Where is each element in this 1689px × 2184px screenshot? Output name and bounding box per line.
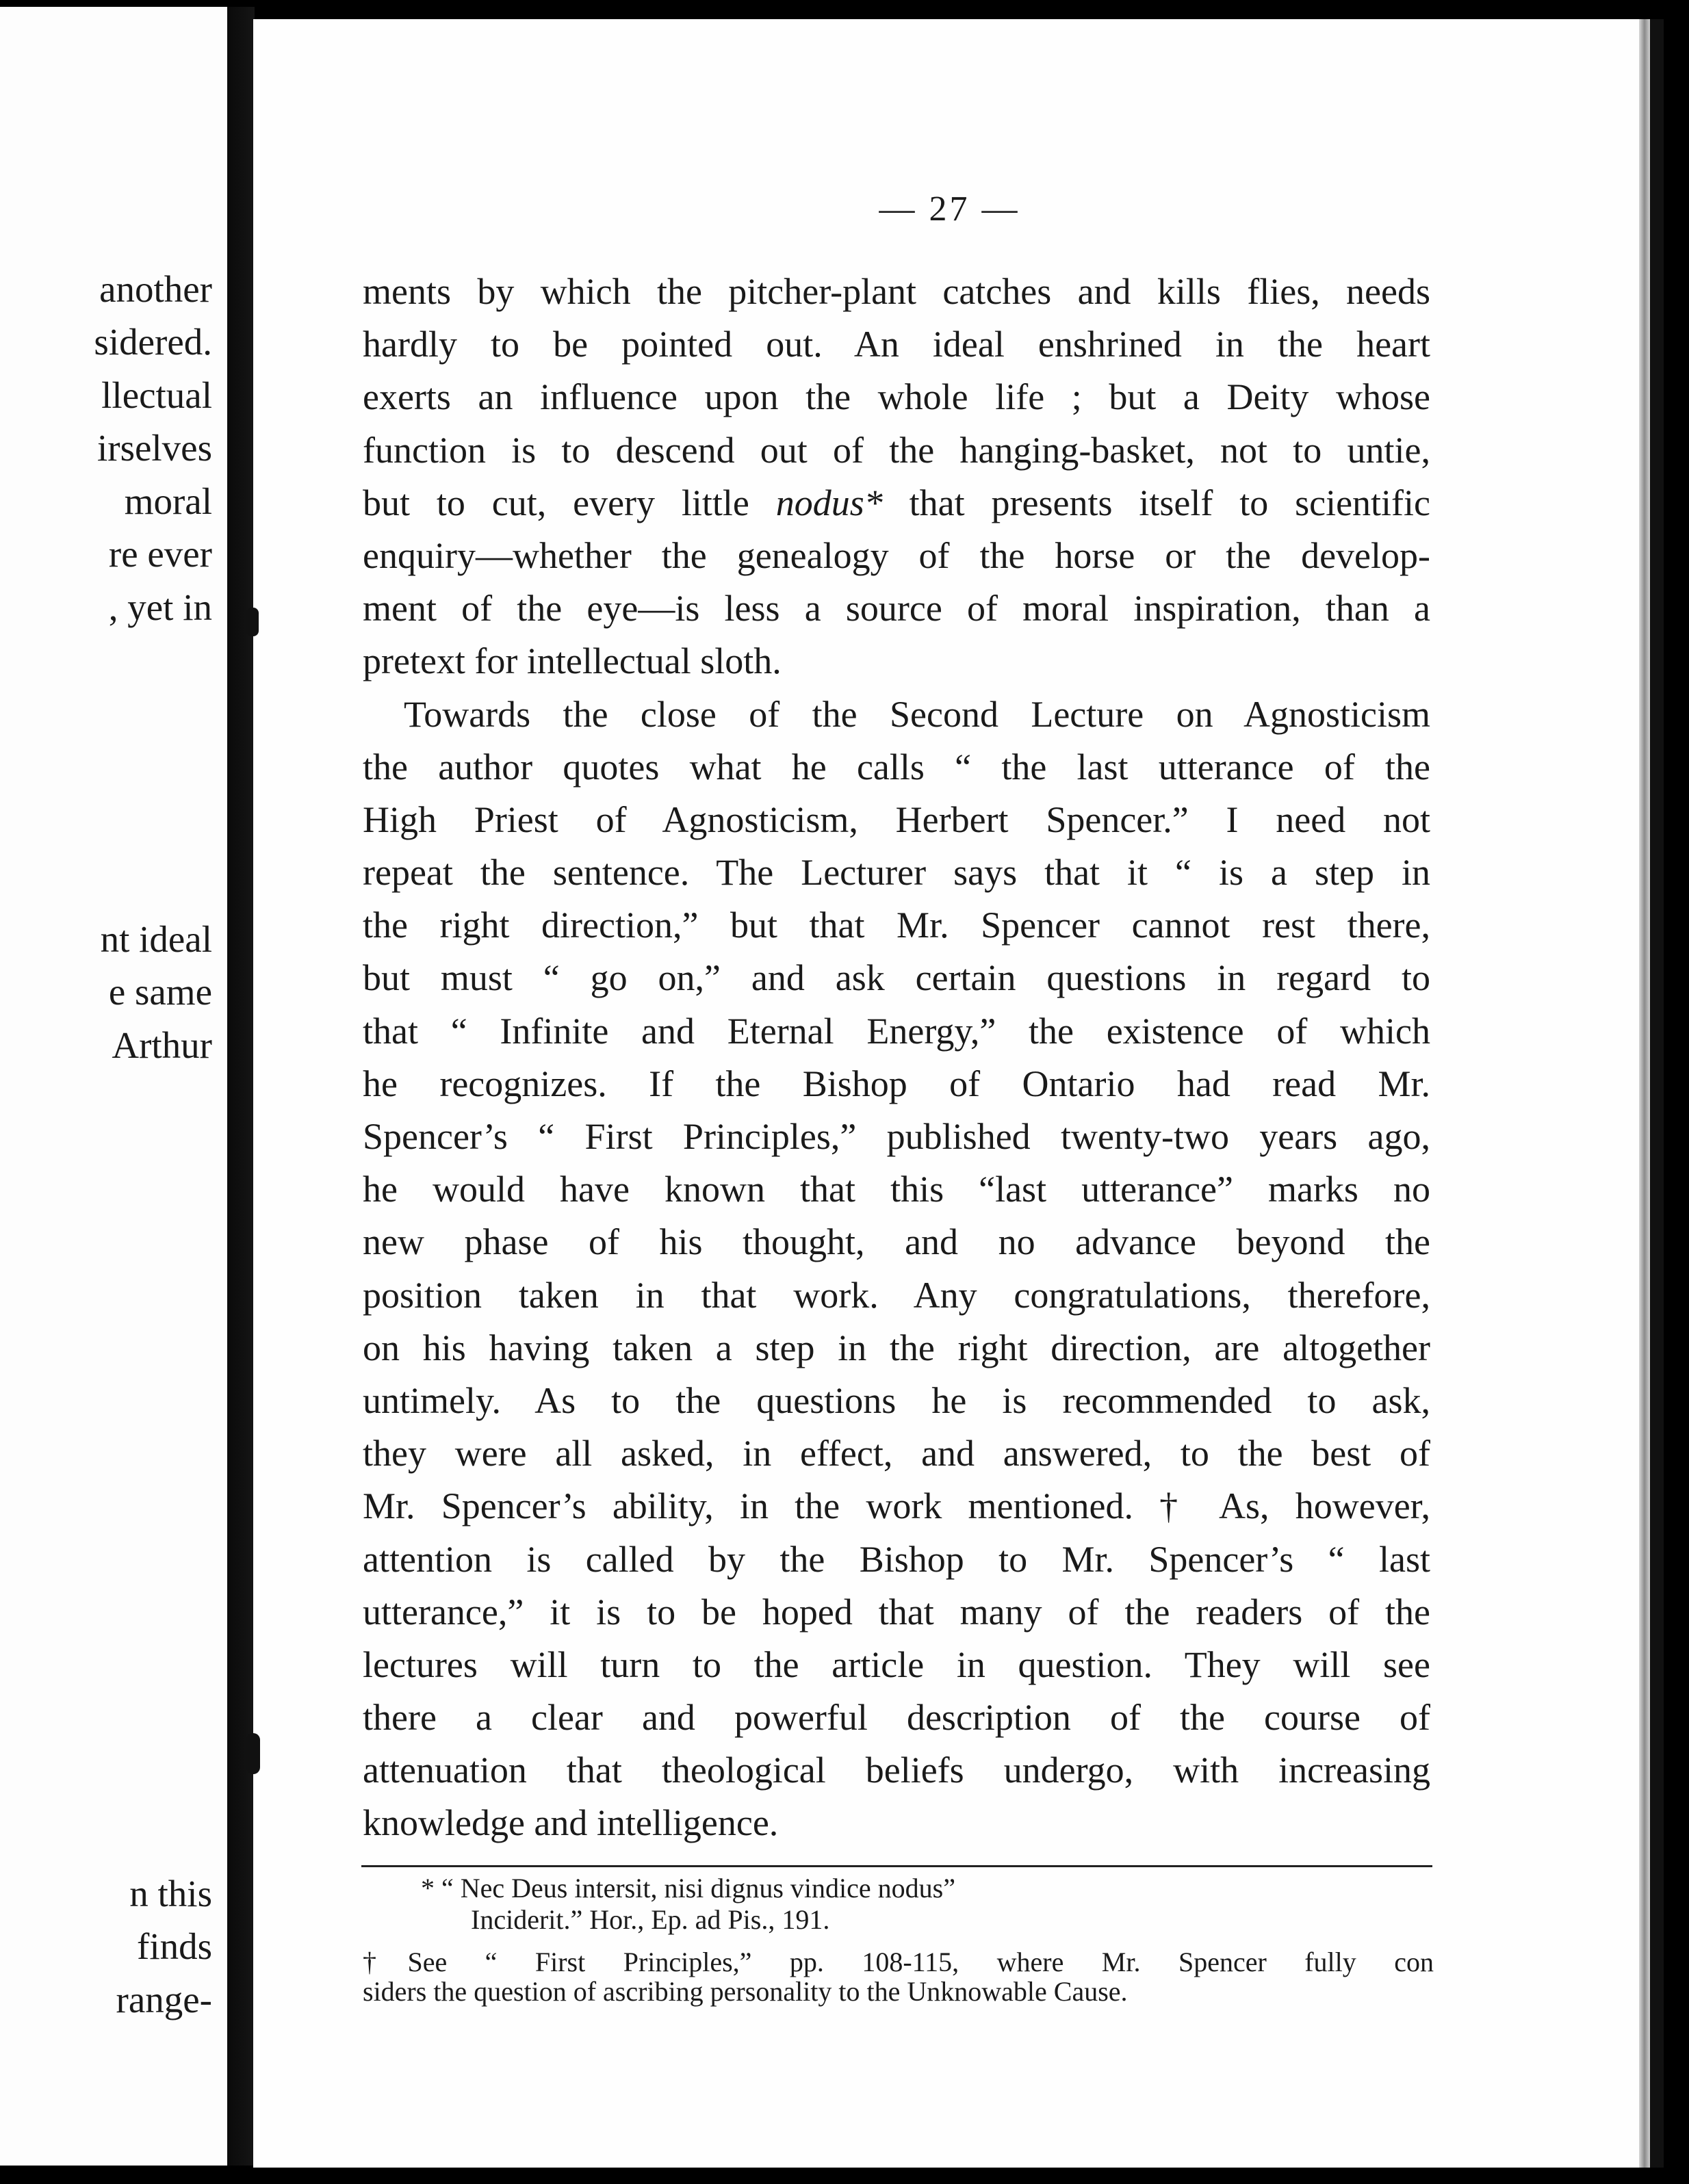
previous-page-fragment	[0, 7, 227, 2166]
page-edge-shadow	[1650, 19, 1664, 2168]
text-line: position taken in that work. Any congratulations, therefore,	[363, 1274, 1430, 1316]
footnote-1-line-2: Inciderit.” Hor., Ep. ad Pis., 191.	[471, 1904, 830, 1935]
text-line: the right direction,” but that Mr. Spencer cannot rest there,	[363, 905, 1430, 946]
left-page-line: re ever	[108, 533, 212, 575]
text-line: untimely. As to the questions he is recommended to ask,	[363, 1379, 1430, 1421]
text-line: attention is called by the Bishop to Mr. Spencer’s “ last	[363, 1538, 1430, 1580]
left-page-line: Arthur	[112, 1024, 212, 1066]
text-line: the author quotes what he calls “ the last utterance of the	[363, 746, 1430, 788]
left-page-line: n this	[129, 1873, 212, 1914]
left-page-line: moral	[124, 480, 212, 522]
text-line: function is to descend out of the hanging-basket, not to untie,	[363, 429, 1430, 471]
text-line: ments by which the pitcher-plant catches and kills flies, needs	[363, 271, 1430, 312]
left-page-line: e same	[108, 971, 212, 1013]
book-gutter	[227, 7, 255, 2166]
text-line: knowledge and intelligence.	[363, 1802, 779, 1844]
text-line: exerts an influence upon the whole life ; but a Deity whose	[363, 376, 1430, 418]
text-line: ment of the eye—is less a source of moral inspiration, than a	[363, 588, 1430, 629]
text-line: attenuation that theological beliefs undergo, with increasing	[363, 1750, 1430, 1791]
scan-mark	[246, 608, 259, 636]
footnote-rule	[361, 1865, 1432, 1867]
body-text	[363, 265, 1430, 1850]
footnote-2-line-2: siders the question of ascribing personality to the Unknowable Cause.	[363, 1976, 1128, 2007]
left-page-line: finds	[137, 1925, 212, 1967]
text-line: hardly to be pointed out. An ideal enshrined in the heart	[363, 324, 1430, 365]
left-page-line: llectual	[101, 374, 212, 416]
text-line: on his having taken a step in the right direction, are altogether	[363, 1327, 1430, 1368]
page-edge	[1639, 19, 1650, 2168]
italic-word: nodus*	[775, 482, 883, 523]
text-line: enquiry—whether the genealogy of the horse or the develop-	[363, 534, 1430, 576]
text-line: they were all asked, in effect, and answered, to the best of	[363, 1433, 1430, 1474]
text-span: but to cut, every little	[363, 482, 749, 523]
text-line: but must “ go on,” and ask certain questions in regard to	[363, 957, 1430, 999]
text-line: Mr. Spencer’s ability, in the work mentioned. † As, however,	[363, 1485, 1430, 1527]
left-page-line: , yet in	[108, 586, 212, 628]
left-page-line: irselves	[96, 427, 212, 469]
text-line: he would have known that this “last utterance” marks no	[363, 1169, 1430, 1210]
text-line: Towards the close of the Second Lecture on Agnosticism	[404, 693, 1430, 735]
text-line: pretext for intellectual sloth.	[363, 640, 782, 682]
text-line: utterance,” it is to be hoped that many of the readers of the	[363, 1591, 1430, 1633]
text-line: High Priest of Agnosticism, Herbert Spencer.” I need not	[363, 798, 1430, 840]
scan-mark	[246, 1733, 260, 1774]
left-page-line: nt ideal	[100, 918, 212, 960]
left-page-line: sidered.	[94, 321, 212, 363]
text-line: that “ Infinite and Eternal Energy,” the existence of which	[363, 1010, 1430, 1052]
text-line: he recognizes. If the Bishop of Ontario had read Mr.	[363, 1063, 1430, 1104]
text-line	[363, 477, 1430, 530]
book-page	[253, 19, 1646, 2168]
footnote-2-line-1: †See “ First Principles,” pp. 108-115, where Mr. Spencer fully con	[363, 1947, 1434, 1977]
page-number: — 27 —	[879, 190, 1020, 229]
text-line: new phase of his thought, and no advance beyond the	[363, 1221, 1430, 1263]
text-line: lectures will turn to the article in question. They will see	[363, 1643, 1430, 1685]
text-line: there a clear and powerful description of the course of	[363, 1697, 1430, 1739]
left-page-line: range-	[116, 1979, 212, 2020]
footnote-1-line-1: * “ Nec Deus intersit, nisi dignus vindice nodus”	[421, 1873, 955, 1903]
text-span: that presents itself to scientific	[882, 482, 1431, 523]
left-page-line: another	[99, 268, 212, 310]
text-line: repeat the sentence. The Lecturer says that it “ is a step in	[363, 852, 1430, 894]
text-line: Spencer’s “ First Principles,” published twenty-two years ago,	[363, 1116, 1430, 1157]
